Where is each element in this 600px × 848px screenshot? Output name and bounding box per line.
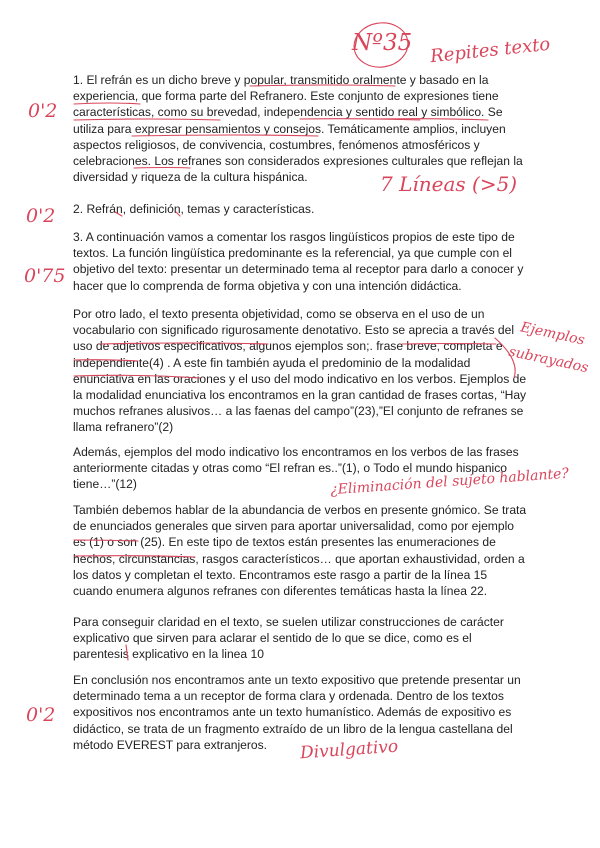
text-line: textos. La función lingüística predominante es la referencial, ya que cumple con el <box>73 246 512 261</box>
text-line: hechos, circunstancias, rasgos característicos… que aportan exhaustividad, orden a <box>73 551 525 566</box>
text-line: aspectos religiosos, de convivencia, costumbres, fenómenos atmosféricos y <box>73 137 480 152</box>
score-4: 0'2 <box>26 704 56 726</box>
circled-number: Nº35 <box>352 30 413 56</box>
text-line: vocabulario con significado rigurosamente denotativo. Esto se aprecia a través del <box>73 323 515 338</box>
text-line: hacer que lo comprenda de forma objetiva y con una intención didáctica. <box>73 278 462 293</box>
lines-note: 7 Líneas (>5) <box>380 172 518 196</box>
text-line: explicativo que sirven para aclarar el sentido de lo que se dice, como es el <box>73 631 472 646</box>
text-line: Por otro lado, el texto presenta objetividad, como se observa en el uso de un <box>73 307 485 321</box>
text-line: de enunciados generales que sirven para aportar universalidad, como por ejemplo <box>73 519 515 534</box>
text-line: muchos refranes alusivos… a las faenas del campo”(23),”El conjunto de refranes se <box>73 404 524 419</box>
text-line: independiente(4) . A este fin también ayuda el predominio de la modalidad <box>73 355 471 370</box>
text-line: En conclusión nos encontramos ante un texto expositivo que pretende presentar un <box>73 673 521 687</box>
text-line: Para conseguir claridad en el texto, se suelen utilizar construcciones de carácter <box>73 615 504 629</box>
text-line: expositivos nos encontramos ante un texto humanístico. Además de expositivo es <box>73 705 512 720</box>
text-line: enunciativa en las oraciones y el uso del modo indicativo en los verbos. Ejemplos de <box>73 371 527 386</box>
text-line: parentesis explicativo en la linea 10 <box>73 647 264 662</box>
paragraph-2 <box>73 201 525 217</box>
question-note: ¿Eliminación del sujeto hablante? <box>329 465 570 499</box>
text-line: determinado tema a un receptor de forma clara y ordenada. Dentro de los textos <box>73 689 504 704</box>
top-note: Repites texto <box>429 33 552 68</box>
paragraph-8 <box>73 672 525 753</box>
text-line: 3. A continuación vamos a comentar los rasgos lingüísticos propios de este tipo de <box>73 230 515 244</box>
text-line: la modalidad enunciativa los encontramos en la gran cantidad de frases cortas, “Hay <box>73 388 527 403</box>
text-line: anteriormente citadas y otras como “El refran es..”(1), o Todo el mundo hispanico <box>73 461 508 476</box>
side-note-line1: Ejemplos <box>519 319 587 349</box>
text-line: 1. El refrán es un dicho breve y popular, transmitido oralmente y basado en la <box>73 73 489 87</box>
text-line: Además, ejemplos del modo indicativo los encontramos en los verbos de las frases <box>73 445 519 459</box>
text-line: tiene…”(12) <box>73 477 137 492</box>
paragraph-4 <box>73 306 525 436</box>
score-2: 0'2 <box>26 205 56 227</box>
text-line: didáctico, se trata de un fragmento extraído de un libro de la lengua castellana del <box>73 721 513 736</box>
text-line: llama refranero”(2) <box>73 420 174 435</box>
text-line: celebraciones. Los refranes son considerados expresiones culturales que reflejan la <box>73 154 523 169</box>
text-line: los datos y completan el texto. Encontramos este rasgo a partir de la línea 15 <box>73 567 488 582</box>
text-line: experiencia, que forma parte del Refranero. Este conjunto de expresiones tiene <box>73 89 499 104</box>
text-line: es (1) o son (25). En este tipo de textos están presentes las enumeraciones de <box>73 535 496 550</box>
score-1: 0'2 <box>28 100 58 122</box>
text-line: uso de adjetivos especificativos, algunos ejemplos son;. frase breve, completa e <box>73 339 503 354</box>
text-line: método EVEREST para extranjeros. <box>73 737 268 752</box>
text-line: diversidad y riqueza de la cultura hispánica. <box>73 170 308 185</box>
text-line: utiliza para expresar pensamientos y consejos. Temáticamente amplios, incluyen <box>73 121 506 136</box>
side-note-line2: subrayados <box>507 343 590 377</box>
text-line: También debemos hablar de la abundancia de verbos en presente gnómico. Se trata <box>73 503 527 517</box>
text-line: objetivo del texto: presentar un determinado tema al receptor para darlo a conocer y <box>73 262 524 277</box>
text-line: 2. Refrán, definición, temas y características. <box>73 202 315 216</box>
score-3: 0'75 <box>24 265 66 287</box>
bottom-note: Divulgativo <box>299 736 399 764</box>
paragraph-3 <box>73 229 525 294</box>
paragraph-7 <box>73 614 525 663</box>
paragraph-1 <box>73 72 525 185</box>
text-line: cuando enumera algunos refranes con diferentes temáticas hasta la línea 22. <box>73 584 488 599</box>
text-line: características, como su brevedad, independencia y sentido real y simbólico. Se <box>73 105 503 120</box>
paragraph-6 <box>73 502 525 599</box>
